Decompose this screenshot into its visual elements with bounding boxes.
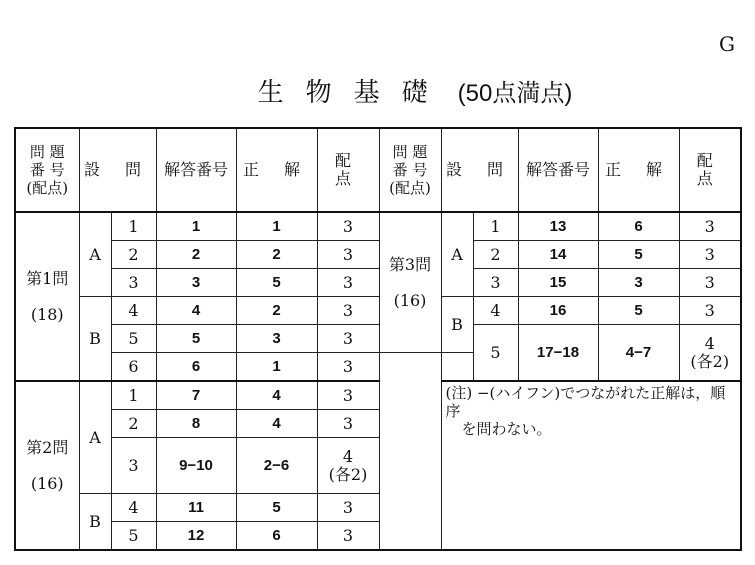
note-line-1: (注) −(ハイフン)でつながれた正解は，順序 [445, 384, 726, 420]
q2-answer-number-2: 8 [156, 410, 236, 438]
q2-correct-1: 4 [236, 381, 317, 410]
page-corner-mark: G [719, 32, 735, 56]
hyphen-note [441, 381, 741, 550]
q2-correct-5: 6 [236, 522, 317, 551]
header-question-number-left: 問 題 番 号 (配点) [15, 128, 79, 212]
q2-answer-number-1: 7 [156, 381, 236, 410]
q3-correct-1: 6 [598, 212, 679, 241]
q1-points-1: 3 [317, 212, 379, 241]
q2-label-cell [15, 381, 79, 550]
q3-correct-5: 4−7 [598, 325, 679, 382]
q2-part-b: B [79, 494, 111, 551]
q1-correct-4: 2 [236, 297, 317, 325]
q1-answer-number-1: 1 [156, 212, 236, 241]
q1-points-2: 3 [317, 241, 379, 269]
q2-points-3: 4 (各2) [317, 438, 379, 494]
q2-points-1: 3 [317, 381, 379, 410]
q2-points: (16) [30, 473, 64, 493]
q3-part-b: B [441, 297, 473, 353]
q2-answer-number-4: 11 [156, 494, 236, 522]
header-answer-number-left: 解答番号 [156, 128, 236, 212]
q3-correct-2: 5 [598, 241, 679, 269]
q3-correct-4: 5 [598, 297, 679, 325]
header-correct-right: 正 解 [598, 128, 679, 212]
q3-answer-number-2: 14 [518, 241, 598, 269]
q1-part-a: A [79, 212, 111, 297]
q2-label: 第2問 [26, 437, 69, 457]
q1-answer-number-2: 2 [156, 241, 236, 269]
q2-points-5: 3 [317, 522, 379, 551]
q2-correct-2: 4 [236, 410, 317, 438]
note-line-2: を問わない。 [461, 420, 552, 438]
q2-item-1: 1 [111, 381, 156, 410]
answer-key-table [14, 127, 742, 551]
q3-item-1: 1 [473, 212, 518, 241]
q3-answer-number-3: 15 [518, 269, 598, 297]
q1-label-cell [15, 212, 79, 381]
exam-title [0, 72, 755, 109]
q1-points-6: 3 [317, 353, 379, 382]
q2-item-3: 3 [111, 438, 156, 494]
q3-points: (16) [393, 290, 427, 310]
q2-item-4: 4 [111, 494, 156, 522]
q1-answer-number-6: 6 [156, 353, 236, 382]
q1-correct-5: 3 [236, 325, 317, 353]
q1-item-3: 3 [111, 269, 156, 297]
q1-answer-number-5: 5 [156, 325, 236, 353]
q3-points-1: 3 [679, 212, 741, 241]
q1-correct-6: 1 [236, 353, 317, 382]
q1-item-6: 6 [111, 353, 156, 382]
q3-label: 第3問 [388, 254, 432, 274]
q1-correct-2: 2 [236, 241, 317, 269]
q3-points-2: 3 [679, 241, 741, 269]
header-points-right: 配 点 [679, 128, 741, 212]
q1-answer-number-4: 4 [156, 297, 236, 325]
q3-correct-3: 3 [598, 269, 679, 297]
q1-part-b: B [79, 297, 111, 382]
q1-label: 第1問 [26, 268, 69, 288]
q2-answer-number-5: 12 [156, 522, 236, 551]
q2-points-4: 3 [317, 494, 379, 522]
q3-item-5: 5 [473, 325, 518, 382]
q1-item-1: 1 [111, 212, 156, 241]
q3-item-4: 4 [473, 297, 518, 325]
header-setsumon-left: 設 問 [79, 128, 156, 212]
q3-answer-number-4: 16 [518, 297, 598, 325]
q1-points-4: 3 [317, 297, 379, 325]
subject-title: 生物基礎 [257, 78, 450, 108]
q1-answer-number-3: 3 [156, 269, 236, 297]
q2-part-a: A [79, 381, 111, 494]
q3-item-3: 3 [473, 269, 518, 297]
q1-item-4: 4 [111, 297, 156, 325]
q1-correct-1: 1 [236, 212, 317, 241]
q1-item-5: 5 [111, 325, 156, 353]
header-setsumon-right: 設 問 [441, 128, 518, 212]
q3-item-2: 2 [473, 241, 518, 269]
q1-points-5: 3 [317, 325, 379, 353]
q3-part-a: A [441, 212, 473, 297]
q2-answer-number-3: 9−10 [156, 438, 236, 494]
q3-label-spacer [379, 353, 441, 551]
full-score-label: (50点満点) [457, 80, 573, 107]
q2-correct-4: 5 [236, 494, 317, 522]
q3-points-5: 4 (各2) [679, 325, 741, 382]
q1-item-2: 2 [111, 241, 156, 269]
q1-points-3: 3 [317, 269, 379, 297]
header-correct-left: 正 解 [236, 128, 317, 212]
q1-points: (18) [30, 304, 64, 324]
header-answer-number-right: 解答番号 [518, 128, 598, 212]
header-points-left: 配 点 [317, 128, 379, 212]
q2-item-5: 5 [111, 522, 156, 551]
q3-label-cell [379, 212, 441, 353]
q3-points-3: 3 [679, 269, 741, 297]
q2-correct-3: 2−6 [236, 438, 317, 494]
q3-answer-number-1: 13 [518, 212, 598, 241]
q3-answer-number-5: 17−18 [518, 325, 598, 382]
q3-points-4: 3 [679, 297, 741, 325]
q2-item-2: 2 [111, 410, 156, 438]
q1-correct-3: 5 [236, 269, 317, 297]
header-question-number-right: 問 題 番 号 (配点) [379, 128, 441, 212]
q2-points-2: 3 [317, 410, 379, 438]
